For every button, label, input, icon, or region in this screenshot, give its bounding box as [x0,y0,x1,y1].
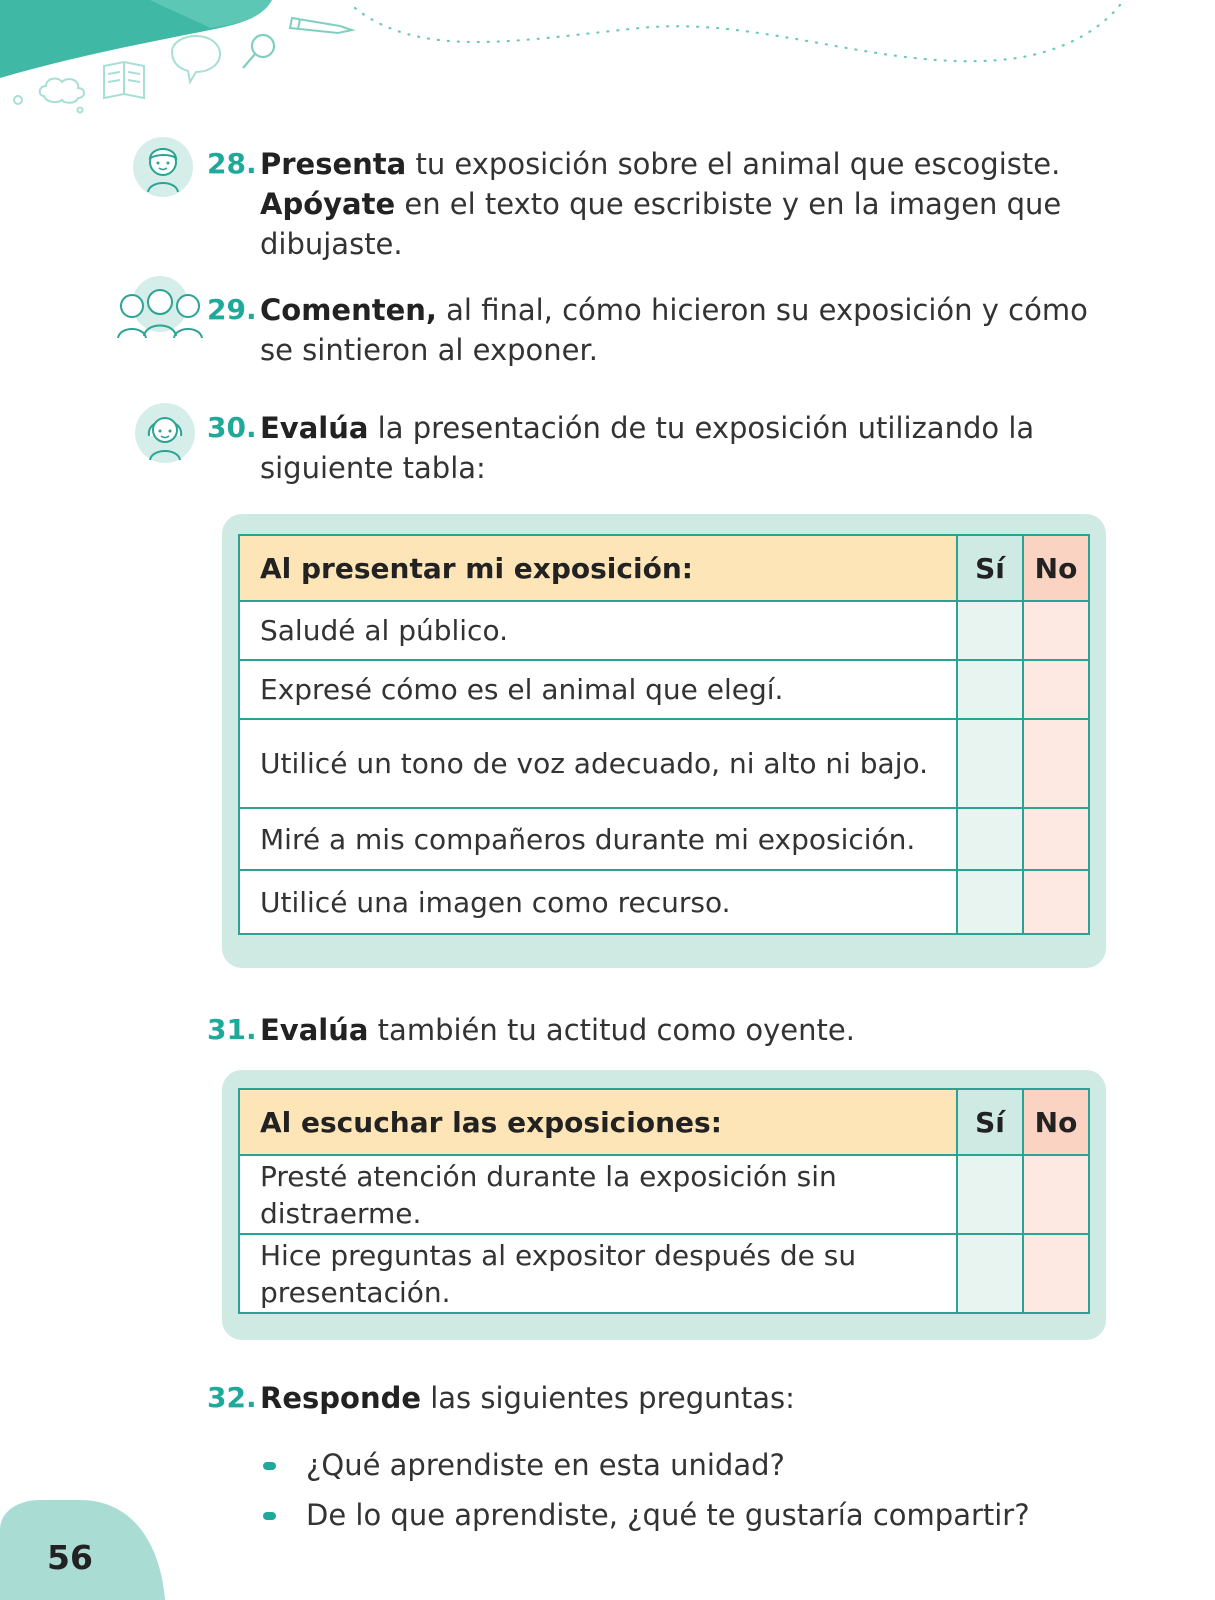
column-no: No [1023,1089,1089,1155]
activity-rest: al final, cómo hicieron su exposición y cómo se sintieron al exponer. [260,293,1088,367]
checkbox-no[interactable] [1023,1155,1089,1234]
checkbox-yes[interactable] [957,1155,1023,1234]
table-header-row [239,1089,1089,1155]
presentation-table-frame [222,514,1106,968]
activity-verb: Comenten, [260,293,437,327]
table-header: Al presentar mi exposición: [239,535,957,601]
column-yes: Sí [957,535,1023,601]
list-item [258,1490,1030,1540]
bullet-icon [263,1462,276,1470]
table-row [239,601,1089,660]
activity-number: 31. [207,1013,257,1046]
activity-text [260,408,1100,488]
checkbox-yes[interactable] [957,870,1023,934]
checkbox-yes[interactable] [957,719,1023,808]
table-header: Al escuchar las exposiciones: [239,1089,957,1155]
table-cell-item: Miré a mis compañeros durante mi exposición. [239,808,957,870]
activity-verb: Presenta [260,147,407,181]
activity-rest: también tu actitud como oyente. [368,1013,855,1047]
table-cell-item: Saludé al público. [239,601,957,660]
activity-number: 30. [207,411,257,444]
activity-rest: tu exposición sobre el animal que escogiste. [406,147,1061,181]
table-cell-item: Expresé cómo es el animal que elegí. [239,660,957,719]
activity-verb: Apóyate [260,187,396,221]
checkbox-yes[interactable] [957,601,1023,660]
checkbox-no[interactable] [1023,660,1089,719]
activity-number: 29. [207,293,257,326]
activity-text [260,290,1100,370]
table-cell-item: Presté atención durante la exposición sin distraerme. [239,1155,957,1234]
table-header-row [239,535,1089,601]
question-list [258,1440,1030,1540]
table-cell-item: Hice preguntas al expositor después de su presentación. [239,1234,957,1313]
checkbox-no[interactable] [1023,870,1089,934]
checkbox-no[interactable] [1023,719,1089,808]
activity-verb: Evalúa [260,411,369,445]
table-cell-item: Utilicé una imagen como recurso. [239,870,957,934]
single-student-icon [132,136,194,198]
speech-bubble-icon [172,36,220,82]
header-decoration [0,0,1215,130]
activity-rest: en el texto que escribiste y en la imagen que dibujaste. [260,187,1062,261]
activity-text [260,144,1100,264]
column-yes: Sí [957,1089,1023,1155]
table-row [239,1234,1089,1313]
girl-student-icon [134,402,196,464]
group-students-icon [114,274,206,340]
table-row [239,660,1089,719]
magnifier-icon [243,35,274,68]
activity-text [260,1010,1100,1050]
presentation-table [238,534,1090,935]
checkbox-no[interactable] [1023,1234,1089,1313]
activity-rest: las siguientes preguntas: [421,1381,795,1415]
listening-table-frame [222,1070,1106,1340]
table-row [239,1155,1089,1234]
table-row [239,808,1089,870]
question-text: ¿Qué aprendiste en esta unidad? [306,1448,785,1482]
checkbox-no[interactable] [1023,601,1089,660]
activity-text [260,1378,1100,1418]
checkbox-yes[interactable] [957,808,1023,870]
list-item [258,1440,1030,1490]
thought-cloud-icon [14,79,84,113]
activity-verb: Responde [260,1381,422,1415]
listening-table [238,1088,1090,1314]
table-row [239,719,1089,808]
bullet-icon [263,1512,276,1520]
table-cell-item: Utilicé un tono de voz adecuado, ni alto ni bajo. [239,719,957,808]
activity-number: 28. [207,147,257,180]
column-no: No [1023,535,1089,601]
question-text: De lo que aprendiste, ¿qué te gustaría compartir? [306,1498,1030,1532]
pencil-icon [290,18,352,33]
activity-number: 32. [207,1381,257,1414]
checkbox-yes[interactable] [957,1234,1023,1313]
checkbox-no[interactable] [1023,808,1089,870]
page-number: 56 [47,1538,93,1577]
book-icon [104,62,144,98]
activity-rest: la presentación de tu exposición utilizando la siguiente tabla: [260,411,1035,485]
activity-verb: Evalúa [260,1013,369,1047]
checkbox-yes[interactable] [957,660,1023,719]
table-row [239,870,1089,934]
